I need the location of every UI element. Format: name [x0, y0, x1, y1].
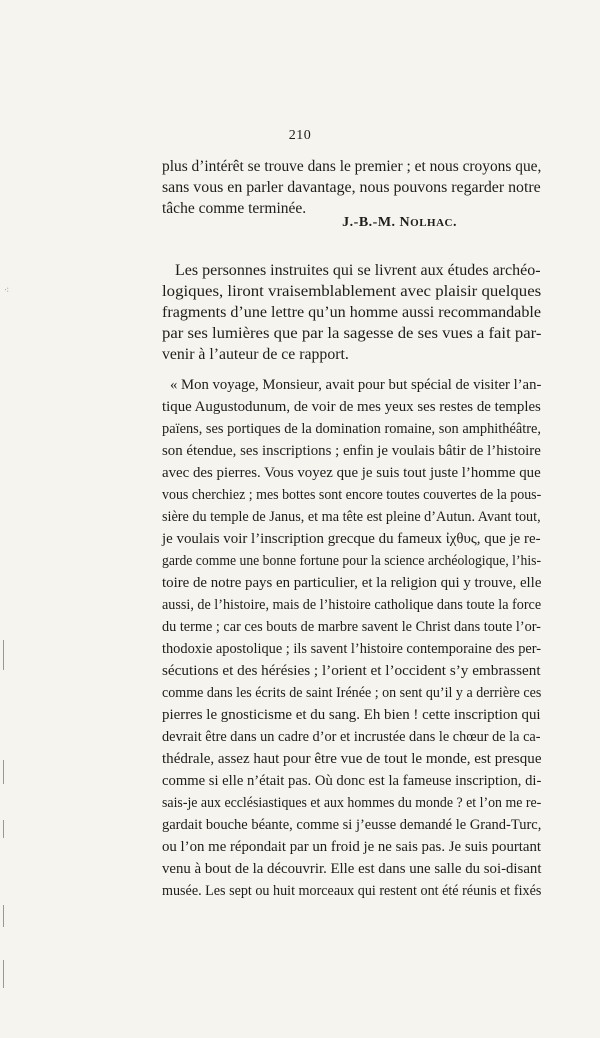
text-line: plus d’intérêt se trouve dans le premier ; et nous croyons que,: [162, 158, 542, 175]
text-line: venu à bout de la découvrir. Elle est dans une salle du soi-disant: [162, 861, 542, 877]
signature: [342, 215, 457, 231]
text-line: comme si elle n’était pas. Où donc est la fameuse inscription, di-: [162, 773, 542, 789]
scan-mark: ⁖: [4, 285, 10, 295]
text-line: du terme ; car ces bouts de marbre savent le Christ dans toute l’or-: [162, 619, 541, 635]
text-line: par ses lumières que par la sagesse de ses vues a fait par-: [162, 325, 542, 342]
text-line: thédrale, assez haut pour être vue de tout le monde, est presque: [162, 751, 542, 767]
text-line: sécutions et des hérésies ; l’orient et l’occident s’y embrassent: [162, 663, 541, 679]
text-line: aussi, de l’histoire, mais de l’histoire catholique dans toute la force: [162, 597, 542, 613]
signature-smallcaps: OLHAC: [410, 217, 453, 229]
text-line: tique Augustodunum, de voir de mes yeux ses restes de temples: [162, 399, 541, 415]
text-line: Les personnes instruites qui se livrent aux études archéo-: [175, 262, 541, 279]
text-line: ou l’on me répondait par un froid je ne sais pas. Je suis pourtant: [162, 839, 542, 855]
text-line: musée. Les sept ou huit morceaux qui restent ont été réunis et fixés: [162, 883, 542, 899]
text-line: sière du temple de Janus, et ma tête est pleine d’Autun. Avant tout,: [162, 509, 541, 525]
text-line: avec des pierres. Vous voyez que je suis tout juste l’homme que: [162, 465, 541, 481]
text-line: gardait bouche béante, comme si j’eusse demandé le Grand-Turc,: [162, 817, 542, 833]
text-line: logiques, liront vraisemblablement avec plaisir quelques: [162, 283, 542, 300]
scan-mark: [3, 760, 4, 784]
page-number: 210: [288, 128, 312, 143]
signature-prefix: J.-B.-M. N: [342, 215, 411, 230]
text-line: sais-je aux ecclésiastiques et aux hommes du monde ? et l’on me re-: [162, 795, 542, 811]
text-line: païens, ses portiques de la domination romaine, son amphithéâtre,: [162, 421, 541, 437]
text-line: garde comme une bonne fortune pour la science archéologique, l’his-: [162, 553, 542, 569]
text-line: tâche comme terminée.: [162, 200, 307, 217]
text-line: thodoxie apostolique ; ils savent l’histoire contemporaine des per-: [162, 641, 542, 657]
scan-mark: [3, 960, 4, 988]
text-line: sans vous en parler davantage, nous pouvons regarder notre: [162, 179, 541, 196]
signature-suffix: .: [453, 215, 457, 230]
text-line: devrait être dans un cadre d’or et incrustée dans le chœur de la ca-: [162, 729, 541, 745]
scan-mark: [3, 905, 4, 927]
text-line: fragments d’une lettre qu’un homme aussi recommandable: [162, 304, 541, 321]
text-line: je voulais voir l’inscription grecque du fameux ἰχθυς, que je re-: [162, 531, 541, 547]
text-line: vous cherchiez ; mes bottes sont encore toutes couvertes de la pous-: [162, 487, 542, 503]
text-line: comme dans les écrits de saint Irénée ; on sent qu’il y a derrière ces: [162, 685, 542, 701]
scan-mark: [3, 640, 4, 670]
text-line: toire de notre pays en particulier, et la religion qui y trouve, elle: [162, 575, 542, 591]
text-line: « Mon voyage, Monsieur, avait pour but spécial de visiter l’an-: [170, 377, 542, 393]
scan-mark: [3, 820, 4, 838]
text-line: son étendue, ses inscriptions ; enfin je voulais bâtir de l’histoire: [162, 443, 541, 459]
text-line: venir à l’auteur de ce rapport.: [162, 346, 349, 363]
text-line: pierres le gnosticisme et du sang. Eh bien ! cette inscription qui: [162, 707, 541, 723]
